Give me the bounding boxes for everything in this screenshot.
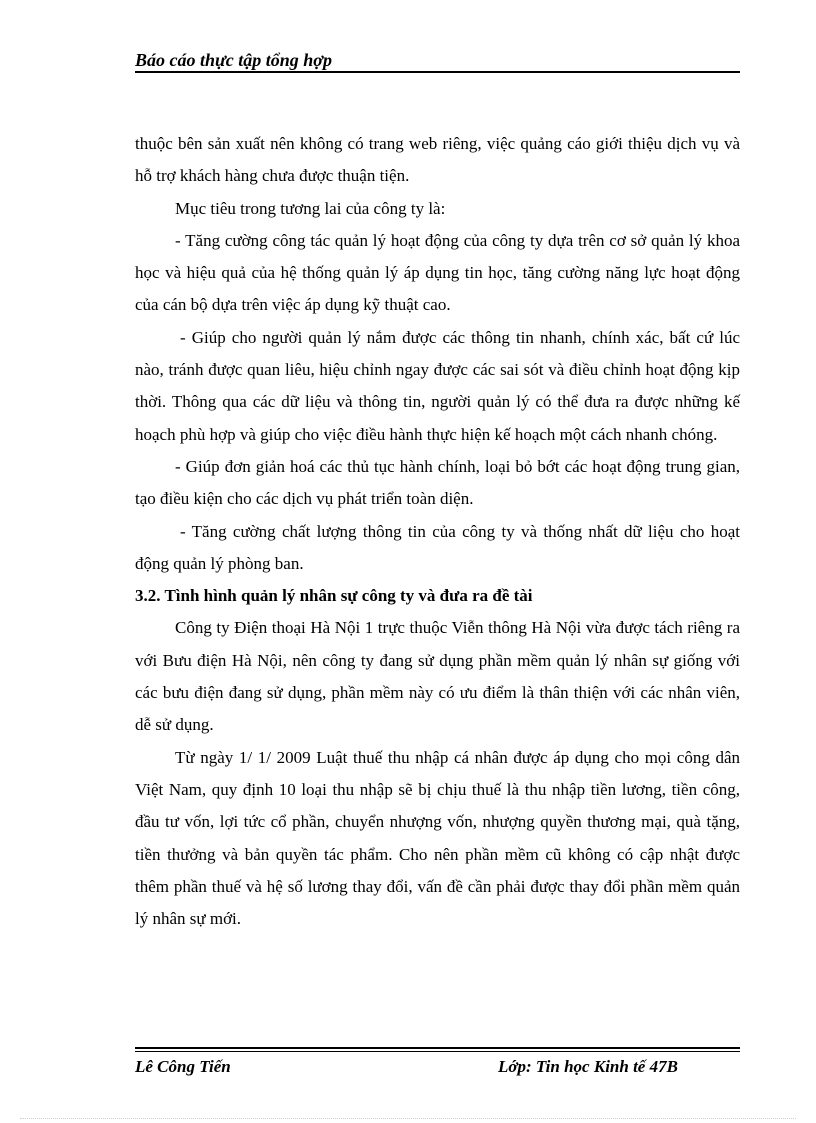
paragraph-goal-4: - Tăng cường chất lượng thông tin của công ty và thống nhất dữ liệu cho hoạt động quản lý phòng ban.: [135, 521, 740, 573]
footer-rule-thick: [135, 1047, 740, 1049]
section-heading: 3.2. Tình hình quản lý nhân sự công ty và đưa ra đề tài: [135, 586, 533, 606]
page-edge-line: [20, 1118, 796, 1119]
page-footer: [135, 1047, 740, 1082]
paragraph-goal-2: - Giúp cho người quản lý nắm được các thông tin nhanh, chính xác, bất cứ lúc nào, tránh được quan liêu, hiệu chỉnh ngay được các sai sót và điều chỉnh hoạt động kịp thời. Thông qua các dữ liệu và thông tin, người quản lý có thể đưa ra được những kế hoạch phù hợp và giúp cho việc điều hành thực hiện kế hoạch một cách nhanh chóng.: [135, 327, 740, 444]
page-header: [135, 50, 740, 74]
footer-class: Lớp: Tin học Kinh tế 47B: [498, 1057, 678, 1076]
footer-author: Lê Công Tiến: [135, 1057, 231, 1076]
paragraph-goals-intro: Mục tiêu trong tương lai của công ty là:: [175, 198, 446, 218]
paragraph-section-2: Từ ngày 1/ 1/ 2009 Luật thuế thu nhập cá nhân được áp dụng cho mọi công dân Việt Nam, quy định 10 loại thu nhập sẽ bị chịu thuế là thu nhập tiền lương, tiền công, đầu tư vốn, lợi tức cổ phần, chuyển nhượng vốn, nhượng quyền thương mại, quà tặng, tiền thưởng và bản quyền tác phẩm. Cho nên phần mềm cũ không có cập nhật được thêm phần thuế và hệ số lương thay đổi, vấn đề cần phải được thay đổi phần mềm quản lý nhân sự mới.: [135, 747, 740, 929]
header-rule: [135, 71, 740, 73]
paragraph-goal-1: - Tăng cường công tác quản lý hoạt động của công ty dựa trên cơ sở quản lý khoa học và hiệu quả của hệ thống quản lý áp dụng tin học, tăng cường năng lực hoạt động của cán bộ dựa trên việc áp dụng kỹ thuật cao.: [135, 230, 740, 315]
header-title: Báo cáo thực tập tổng hợp: [135, 50, 332, 70]
paragraph-continued: thuộc bên sản xuất nên không có trang web riêng, việc quảng cáo giới thiệu dịch vụ và hỗ trợ khách hàng chưa được thuận tiện.: [135, 134, 740, 186]
footer-rule-thin: [135, 1051, 740, 1052]
document-body: [135, 128, 740, 935]
footer-row: [135, 1056, 740, 1082]
paragraph-section-1: Công ty Điện thoại Hà Nội 1 trực thuộc Viễn thông Hà Nội vừa được tách riêng ra với Bưu điện Hà Nội, nên công ty đang sử dụng phần mềm quản lý nhân sự giống với các bưu điện đang sử dụng, phần mềm này có ưu điểm là thân thiện với các nhân viên, dễ sử dụng.: [135, 618, 740, 735]
paragraph-goal-3: - Giúp đơn giản hoá các thủ tục hành chính, loại bỏ bớt các hoạt động trung gian, tạo điều kiện cho các dịch vụ phát triển toàn diện.: [135, 456, 740, 509]
